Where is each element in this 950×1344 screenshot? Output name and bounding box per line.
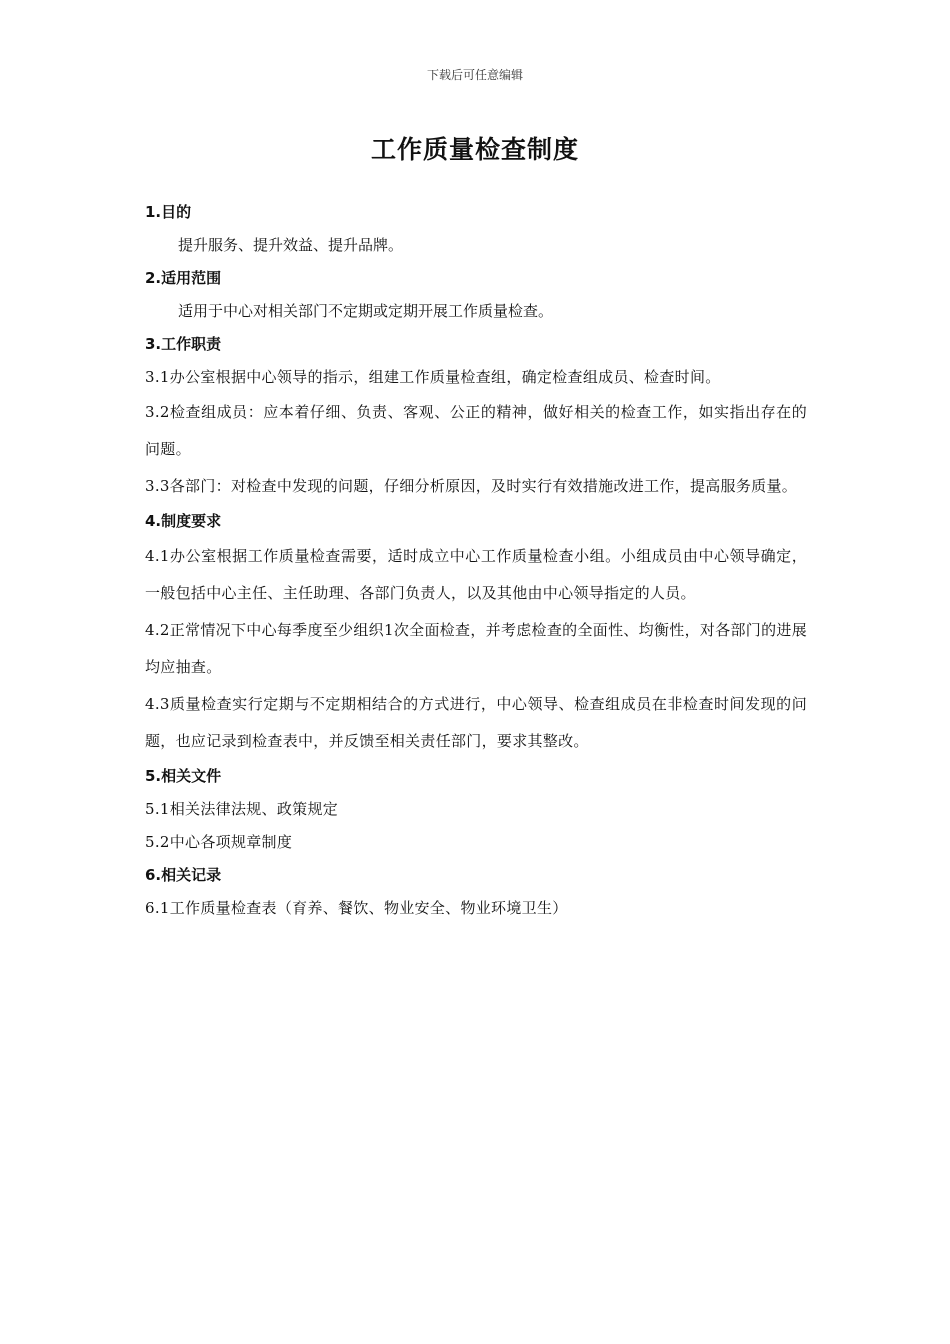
responsibility-item: 3.3各部门：对检查中发现的问题，仔细分析原因，及时实行有效措施改进工作，提高服务质量。 <box>145 477 798 495</box>
requirement-item: 4.1办公室根据工作质量检查需要，适时成立中心工作质量检查小组。小组成员由中心领导确定，一般包括中心主任、主任助理、各部门负责人，以及其他由中心领导指定的人员。 <box>145 547 807 602</box>
responsibility-item: 3.1办公室根据中心领导的指示，组建工作质量检查组，确定检查组成员、检查时间。 <box>145 368 721 386</box>
document-title: 工作质量检查制度 <box>370 135 579 164</box>
requirement-item: 4.3质量检查实行定期与不定期相结合的方式进行，中心领导、检查组成员在非检查时间发现的问题，也应记录到检查表中，并反馈至相关责任部门，要求其整改。 <box>145 695 807 750</box>
related-record-item: 6.1工作质量检查表（育养、餐饮、物业安全、物业环境卫生） <box>145 899 568 917</box>
header-note: 下载后可任意编辑 <box>426 68 523 82</box>
section-heading-related-documents: 5.相关文件 <box>145 767 222 785</box>
section-heading-purpose: 1.目的 <box>145 203 192 221</box>
responsibility-item: 3.2检查组成员：应本着仔细、负责、客观、公正的精神，做好相关的检查工作，如实指出存在的问题。 <box>145 403 807 458</box>
section-heading-related-records: 6.相关记录 <box>145 866 222 884</box>
section-heading-responsibilities: 3.工作职责 <box>145 335 222 353</box>
section-heading-requirements: 4.制度要求 <box>145 512 222 530</box>
section-text-scope: 适用于中心对相关部门不定期或定期开展工作质量检查。 <box>178 302 554 320</box>
related-document-item: 5.2中心各项规章制度 <box>145 833 293 851</box>
document-body <box>145 196 807 925</box>
section-heading-scope: 2.适用范围 <box>145 269 222 287</box>
requirement-item: 4.2正常情况下中心每季度至少组织1次全面检查，并考虑检查的全面性、均衡性，对各部门的进展均应抽查。 <box>145 621 807 676</box>
section-text-purpose: 提升服务、提升效益、提升品牌。 <box>178 236 404 254</box>
related-document-item: 5.1相关法律法规、政策规定 <box>145 800 339 818</box>
